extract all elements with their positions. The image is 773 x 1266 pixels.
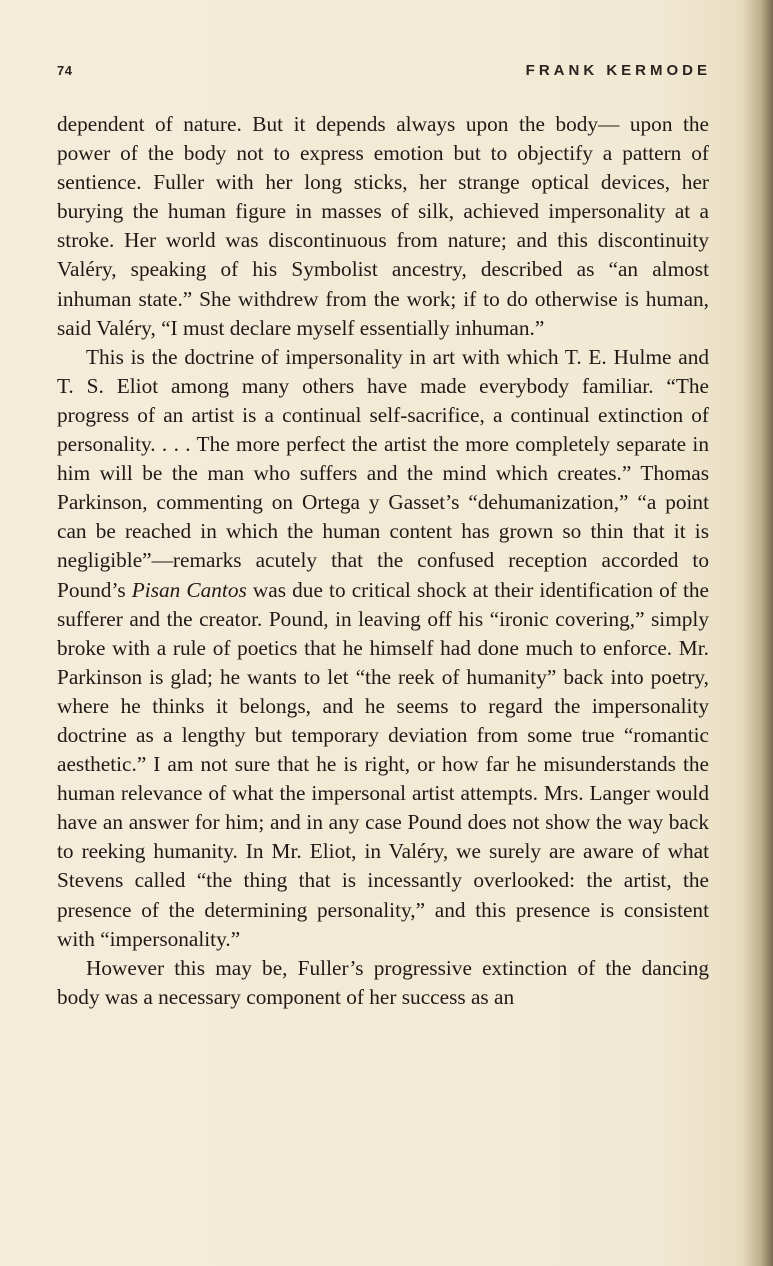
paragraph-text: This is the doctrine of impersonality in art with which T. E. Hulme and T. S. Eliot among many others have made everybody familiar. “The progress of an artist is a continual self-sacrifice, a continual extinction of personality. . . . The more perfect the artist the more completely separate in him will be the man who suffers and the mind which creates.” Thomas Parkinson, commenting on Ortega y Gasset’s “dehumanization,” “a point can be reached in which the human content has grown so thin that it is negligible”—remarks acutely that the confused reception accorded to Pound’s [57, 344, 709, 602]
paragraph-1 [57, 110, 709, 343]
page-header [57, 58, 711, 82]
paragraph-text: was due to critical shock at their identification of the sufferer and the creator. Pound, in leaving off his “ironic covering,” simply broke with a rule of poetics that he himself had done much to enforce. Mr. Parkinson is glad; he wants to let “the reek of humanity” back into poetry, where he thinks it belongs, and he seems to regard the impersonality doctrine as a lengthy but temporary deviation from some true “romantic aesthetic.” I am not sure that he is right, or how far he misunderstands the human relevance of what the impersonal artist attempts. Mrs. Langer would have an answer for him; and in any case Pound does not show the way back to reeking humanity. In Mr. Eliot, in Valéry, we surely are aware of what Stevens called “the thing that is incessantly overlooked: the artist, the presence of the determining personality,” and this presence is consistent with “impersonality.” [57, 577, 709, 951]
book-title-italic: Pisan Cantos [131, 577, 247, 602]
paragraph-text: dependent of nature. But it depends always upon the body— upon the power of the body not to express emotion but to objectify a pattern of sentience. Fuller with her long sticks, her strange optical devices, her burying the human figure in masses of silk, achieved impersonality at a stroke. Her world was discontinuous from nature; and this discontinuity Valéry, speaking of his Symbolist ancestry, described as “an almost inhuman state.” She withdrew from the work; if to do otherwise is human, said Valéry, “I must declare myself essentially inhuman.” [57, 112, 709, 340]
book-gutter-shadow [743, 0, 773, 1266]
paragraph-3 [57, 954, 709, 1012]
paragraph-2 [57, 343, 709, 954]
page-number: 74 [57, 62, 73, 78]
body-text [57, 110, 709, 1012]
running-head: FRANK KERMODE [525, 61, 711, 79]
paragraph-text: However this may be, Fuller’s progressive extinction of the dancing body was a necessary component of her success as an [57, 955, 709, 1009]
